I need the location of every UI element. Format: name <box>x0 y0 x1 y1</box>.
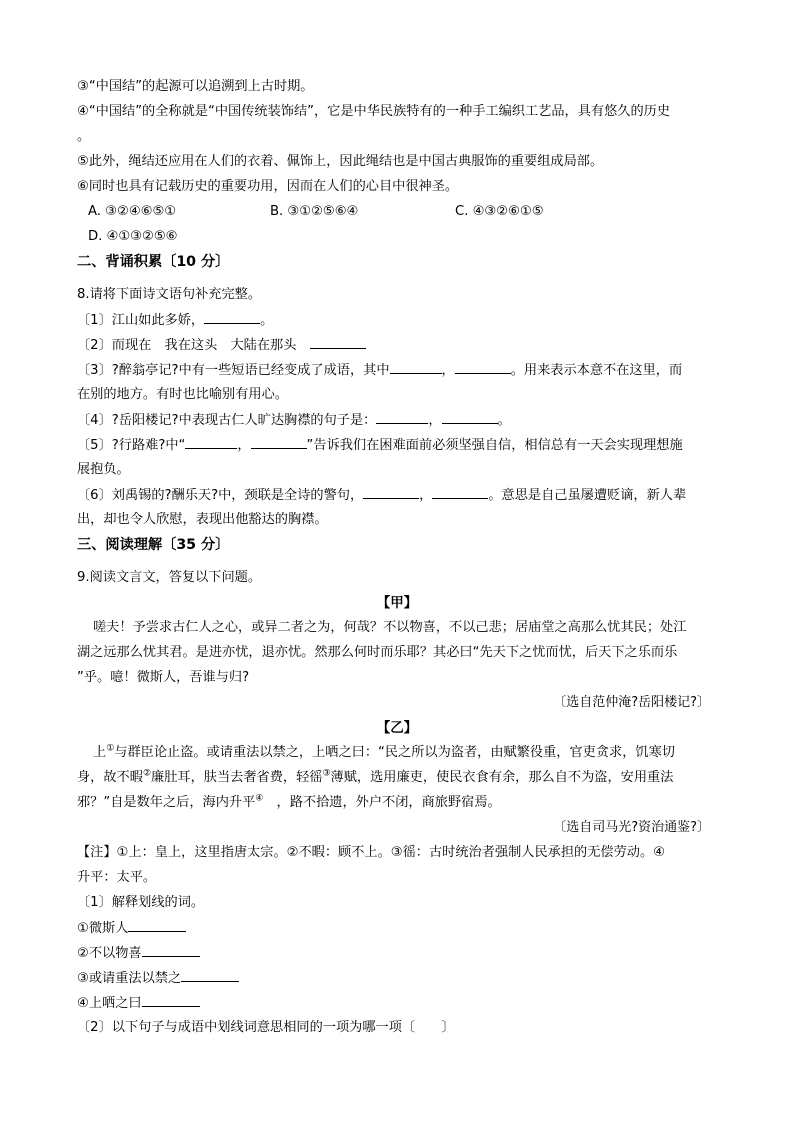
q8-item-3: 〔3〕?醉翁亭记?中有一些短语已经变成了成语，其中 ， 。用来表示本意不在这里，而 <box>77 363 683 378</box>
q8-item-6: 〔6〕刘禹锡的?酬乐天?中，颈联是全诗的警句， ， 。意思是自己虽屡遭贬谪，新人辈 <box>77 488 687 503</box>
answer-blank[interactable] <box>432 486 488 499</box>
word-item-4: ④上哂之曰 <box>77 994 200 1013</box>
word-item-3: ③或请重法以禁之 <box>77 969 239 988</box>
q8-item-5-cont: 展抱负。 <box>77 462 130 477</box>
section-3-heading: 三、阅读理解〔35 分〕 <box>77 537 230 553</box>
passage-b-line: 邪？”自是数年之后，海内升平④ ，路不拾遗，外户不闭，商旅野宿焉。 <box>77 793 501 810</box>
notes-line: 升平：太平。 <box>77 870 157 885</box>
passage-b-line: 身，故不暇②廉肚耳，肤当去奢省费，轻徭③薄赋，选用廉吏，使民衣食有余，那么自不为盗，安用重法 <box>77 768 674 785</box>
answer-blank[interactable] <box>142 994 200 1007</box>
answer-blank[interactable] <box>204 311 260 324</box>
q8-item-4: 〔4〕?岳阳楼记?中表现古仁人旷达胸襟的句子是： ， 。 <box>77 413 511 428</box>
q7-option-d[interactable]: D. ④①③②⑤⑥ <box>88 229 178 244</box>
q7-option-b[interactable]: B. ③①②⑤⑥④ <box>270 204 359 219</box>
passage-a-title: 【甲】 <box>376 595 418 611</box>
answer-blank[interactable] <box>128 919 186 932</box>
passage-b-line: 上①与群臣论止盗。或请重法以禁之，上哂之曰：“民之所以为盗者，由赋繁役重，官吏贪求，饥寒切 <box>93 743 675 760</box>
q9-sub-2: 〔2〕以下句子与成语中划线词意思相同的一项为哪一项〔 〕 <box>77 1020 455 1035</box>
q9-sub-1: 〔1〕解释划线的词。 <box>77 895 205 910</box>
q7-sentence-4: ④“中国结”的全称就是“中国传统装饰结”，它是中华民族特有的一种手工编织工艺品，具有悠久的历史 <box>77 104 671 119</box>
q8-item-2: 〔2〕而现在 我在这头 大陆在那头 <box>77 336 366 355</box>
q8-item-1: 〔1〕江山如此多娇， 。 <box>77 313 274 328</box>
q9-stem: 9.阅读文言文，答复以下问题。 <box>77 570 262 585</box>
q7-sentence-5: ⑤此外，绳结还应用在人们的衣着、佩饰上，因此绳结也是中国古典服饰的重要组成局部。 <box>77 154 604 169</box>
q8-item-3-cont: 在别的地方。有时也比喻别有用心。 <box>77 387 288 402</box>
q7-option-c[interactable]: C. ④③②⑥①⑤ <box>455 204 544 219</box>
q7-sentence-6: ⑥同时也具有记载历史的重要功用，因而在人们的心目中很神圣。 <box>77 179 459 194</box>
answer-blank[interactable] <box>181 969 239 982</box>
q8-item-6-cont: 出，却也令人欣慰，表现出他豁达的胸襟。 <box>77 512 328 527</box>
passage-b-source: 〔选自司马光?资治通鉴?〕 <box>553 820 710 835</box>
q7-option-a[interactable]: A. ③②④⑥⑤① <box>88 204 177 219</box>
q8-item-5: 〔5〕?行路难?中“ ， ”告诉我们在困难面前必须坚强自信，相信总有一天会实现理想施 <box>77 438 683 453</box>
answer-blank[interactable] <box>142 944 200 957</box>
answer-blank[interactable] <box>376 411 428 424</box>
answer-blank[interactable] <box>363 486 419 499</box>
answer-blank[interactable] <box>251 436 307 449</box>
passage-b-title: 【乙】 <box>376 720 418 736</box>
answer-blank[interactable] <box>442 411 498 424</box>
answer-blank[interactable] <box>390 361 442 374</box>
word-item-2: ②不以物喜 <box>77 944 200 963</box>
notes-line: 【注】①上：皇上，这里指唐太宗。②不暇：顾不上。③徭：古时统治者强制人民承担的无偿劳动。④ <box>77 845 665 860</box>
passage-a-line: ”乎。噫！微斯人，吾谁与归? <box>77 670 250 685</box>
passage-a-line: 嗟夫！予尝求古仁人之心，或异二者之为，何哉？不以物喜，不以己悲；居庙堂之高那么忧其民；处江 <box>93 620 687 635</box>
q8-stem: 8.请将下面诗文语句补充完整。 <box>77 287 262 302</box>
q7-sentence-4-cont: 。 <box>77 129 91 144</box>
passage-a-line: 湖之远那么忧其君。是进亦忧，退亦忧。然那么何时而乐耶？其必曰“先天下之忧而忧，后天下之乐而乐 <box>77 645 678 660</box>
passage-a-source: 〔选自范仲淹?岳阳楼记?〕 <box>553 695 710 710</box>
q7-sentence-3: ③“中国结”的起源可以追溯到上古时期。 <box>77 79 314 94</box>
answer-blank[interactable] <box>185 436 237 449</box>
section-2-heading: 二、背诵积累〔10 分〕 <box>77 254 230 270</box>
word-item-1: ①微斯人 <box>77 919 186 938</box>
answer-blank[interactable] <box>455 361 511 374</box>
answer-blank[interactable] <box>310 336 366 349</box>
